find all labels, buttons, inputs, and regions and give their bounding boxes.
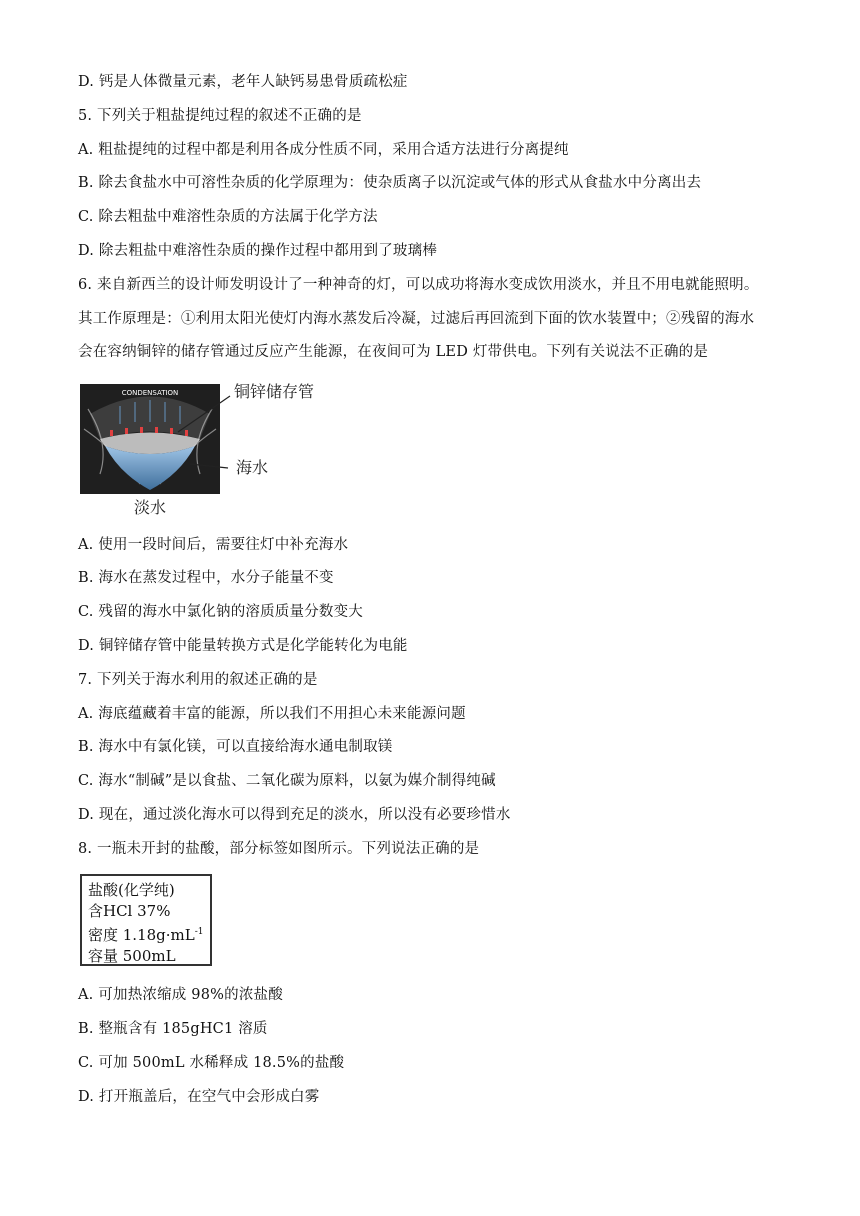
q6-option-c: C. 残留的海水中氯化钠的溶质质量分数变大 bbox=[78, 604, 363, 620]
q4-option-d: D. 钙是人体微量元素，老年人缺钙易患骨质疏松症 bbox=[78, 74, 408, 90]
label-freshwater: 淡水 bbox=[134, 498, 167, 517]
lamp-figure bbox=[78, 384, 438, 524]
q7-option-c: C. 海水“制碱”是以食盐、二氧化碳为原料，以氨为媒介制得纯碱 bbox=[78, 773, 496, 789]
q5-stem: 5. 下列关于粗盐提纯过程的叙述不正确的是 bbox=[78, 108, 362, 124]
q8-option-d: D. 打开瓶盖后，在空气中会形成白雾 bbox=[78, 1089, 320, 1105]
hydrochloric-acid-label bbox=[80, 874, 212, 966]
figure-pointer-lines bbox=[78, 384, 438, 524]
condensation-text: CONDENSATION bbox=[121, 389, 179, 397]
q6-option-b: B. 海水在蒸发过程中，水分子能量不变 bbox=[78, 570, 334, 586]
q8-option-c: C. 可加 500mL 水稀释成 18.5%的盐酸 bbox=[78, 1055, 345, 1071]
label-copper-zinc-tube: 铜锌储存管 bbox=[234, 382, 315, 401]
q6-option-d: D. 铜锌储存管中能量转换方式是化学能转化为电能 bbox=[78, 638, 408, 654]
q7-option-d: D. 现在，通过淡化海水可以得到充足的淡水，所以没有必要珍惜水 bbox=[78, 807, 511, 823]
label-line-concentration: 含HCl 37% bbox=[88, 902, 171, 920]
q8-option-a: A. 可加热浓缩成 98%的浓盐酸 bbox=[78, 987, 283, 1003]
q6-stem-line2: 其工作原理是：①利用太阳光使灯内海水蒸发后冷凝，过滤后再回流到下面的饮水装置中；②残留的海水 bbox=[78, 311, 755, 327]
q5-option-b: B. 除去食盐水中可溶性杂质的化学原理为：使杂质离子以沉淀或气体的形式从食盐水中分离出去 bbox=[78, 175, 702, 191]
q5-option-d: D. 除去粗盐中难溶性杂质的操作过程中都用到了玻璃棒 bbox=[78, 243, 438, 259]
label-line-density: 密度 $1.18g\cdot mL^{-1}$ bbox=[88, 926, 204, 944]
q6-stem-line3: 会在容纳铜锌的储存管通过反应产生能源，在夜间可为 LED 灯带供电。下列有关说法不正确的是 bbox=[78, 344, 709, 360]
q7-option-b: B. 海水中有氯化镁，可以直接给海水通电制取镁 bbox=[78, 739, 393, 755]
q6-stem-line1: 6. 来自新西兰的设计师发明设计了一种神奇的灯，可以成功将海水变成饮用淡水，并且不用电就能照明。 bbox=[78, 277, 759, 293]
label-seawater: 海水 bbox=[236, 458, 269, 477]
label-line-volume: 容量 500mL bbox=[88, 947, 176, 965]
q8-option-b: B. 整瓶含有 185gHC1 溶质 bbox=[78, 1021, 268, 1037]
label-line-name: 盐酸(化学纯) bbox=[88, 881, 175, 899]
q5-option-a: A. 粗盐提纯的过程中都是利用各成分性质不同，采用合适方法进行分离提纯 bbox=[78, 142, 569, 158]
q6-option-a: A. 使用一段时间后，需要往灯中补充海水 bbox=[78, 537, 349, 553]
q7-option-a: A. 海底蕴藏着丰富的能源，所以我们不用担心未来能源问题 bbox=[78, 706, 466, 722]
q5-option-c: C. 除去粗盐中难溶性杂质的方法属于化学方法 bbox=[78, 209, 378, 225]
q7-stem: 7. 下列关于海水利用的叙述正确的是 bbox=[78, 672, 318, 688]
q8-stem: 8. 一瓶未开封的盐酸，部分标签如图所示。下列说法正确的是 bbox=[78, 841, 480, 857]
